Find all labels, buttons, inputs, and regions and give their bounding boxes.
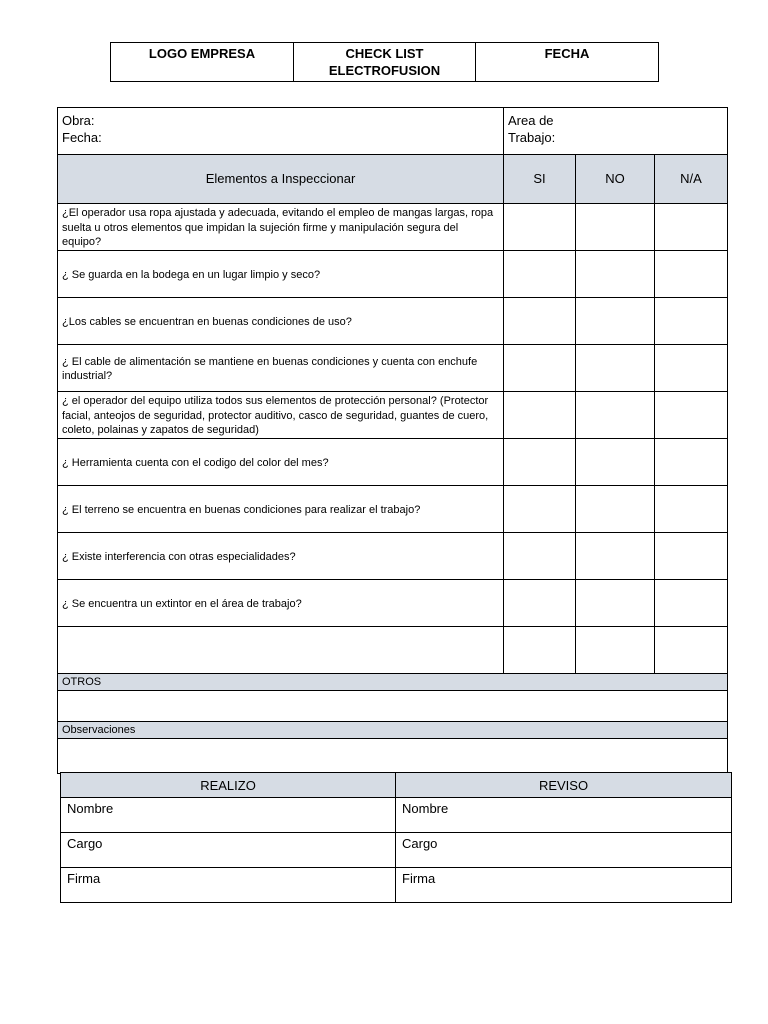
question-row [58, 204, 728, 251]
no-checkbox-cell[interactable] [576, 533, 655, 580]
question-text: ¿ Se guarda en la bodega en un lugar limpio y seco? [58, 251, 504, 298]
si-checkbox-cell[interactable] [504, 533, 576, 580]
observaciones-row [58, 739, 728, 774]
question-text: ¿ El cable de alimentación se mantiene en buenas condiciones y cuenta con enchufe industrial? [58, 345, 504, 392]
realizo-firma-field[interactable] [61, 868, 396, 903]
no-checkbox-cell[interactable] [576, 486, 655, 533]
question-text: ¿El operador usa ropa ajustada y adecuada, evitando el empleo de mangas largas, ropa suelta u otros elementos que impidan la sujeción firme y manipulación segura del equipo? [58, 204, 504, 251]
firma-label: Firma [402, 871, 436, 886]
no-checkbox-cell[interactable] [576, 251, 655, 298]
area-label-line1: Area de [508, 113, 554, 128]
si-checkbox-cell[interactable] [504, 298, 576, 345]
na-checkbox-cell[interactable] [655, 439, 728, 486]
observaciones-header-row [58, 722, 728, 739]
cargo-row [61, 833, 732, 868]
question-row [58, 251, 728, 298]
si-checkbox-cell[interactable] [504, 580, 576, 627]
nombre-label: Nombre [67, 801, 114, 816]
title-cell [294, 43, 476, 82]
otros-row [58, 691, 728, 722]
na-header: N/A [655, 155, 728, 204]
na-checkbox-cell[interactable] [655, 298, 728, 345]
otros-field[interactable] [58, 691, 728, 722]
obra-label: Obra: [62, 113, 95, 128]
question-row [58, 298, 728, 345]
si-checkbox-cell[interactable] [504, 392, 576, 439]
question-row [58, 439, 728, 486]
no-checkbox-cell[interactable] [576, 580, 655, 627]
checklist-table [57, 107, 728, 774]
reviso-header: REVISO [396, 773, 732, 798]
column-header-row [58, 155, 728, 204]
realizo-cargo-field[interactable] [61, 833, 396, 868]
logo-label: LOGO EMPRESA [148, 46, 256, 61]
question-row-empty [58, 627, 728, 674]
nombre-row [61, 798, 732, 833]
si-checkbox-cell[interactable] [504, 627, 576, 674]
si-checkbox-cell[interactable] [504, 486, 576, 533]
reviso-cargo-field[interactable] [396, 833, 732, 868]
realizo-nombre-field[interactable] [61, 798, 396, 833]
question-text: ¿Los cables se encuentran en buenas condiciones de uso? [58, 298, 504, 345]
na-checkbox-cell[interactable] [655, 627, 728, 674]
empty-question-cell[interactable] [58, 627, 504, 674]
na-checkbox-cell[interactable] [655, 345, 728, 392]
logo-cell [111, 43, 294, 82]
na-checkbox-cell[interactable] [655, 204, 728, 251]
question-row [58, 345, 728, 392]
no-checkbox-cell[interactable] [576, 627, 655, 674]
reviso-firma-field[interactable] [396, 868, 732, 903]
realizo-header: REALIZO [61, 773, 396, 798]
no-checkbox-cell[interactable] [576, 204, 655, 251]
question-text: ¿ El terreno se encuentra en buenas condiciones para realizar el trabajo? [58, 486, 504, 533]
question-text: ¿ Se encuentra un extintor en el área de trabajo? [58, 580, 504, 627]
title-line2: ELECTROFUSION [328, 63, 441, 78]
area-trabajo-cell[interactable] [504, 108, 728, 155]
nombre-label: Nombre [402, 801, 449, 816]
firma-label: Firma [67, 871, 101, 886]
no-checkbox-cell[interactable] [576, 345, 655, 392]
no-header: NO [576, 155, 655, 204]
question-row [58, 533, 728, 580]
signoff-header-row [61, 773, 732, 798]
reviso-nombre-field[interactable] [396, 798, 732, 833]
si-header: SI [504, 155, 576, 204]
no-checkbox-cell[interactable] [576, 392, 655, 439]
na-checkbox-cell[interactable] [655, 251, 728, 298]
si-checkbox-cell[interactable] [504, 345, 576, 392]
question-row [58, 580, 728, 627]
info-row [58, 108, 728, 155]
fecha-label: Fecha: [62, 130, 102, 145]
na-checkbox-cell[interactable] [655, 533, 728, 580]
firma-row [61, 868, 732, 903]
date-label: FECHA [544, 46, 590, 61]
no-checkbox-cell[interactable] [576, 439, 655, 486]
na-checkbox-cell[interactable] [655, 392, 728, 439]
na-checkbox-cell[interactable] [655, 580, 728, 627]
question-text: ¿ Existe interferencia con otras especialidades? [58, 533, 504, 580]
si-checkbox-cell[interactable] [504, 204, 576, 251]
area-label-line2: Trabajo: [508, 130, 556, 145]
si-checkbox-cell[interactable] [504, 439, 576, 486]
cargo-label: Cargo [402, 836, 438, 851]
question-row [58, 392, 728, 439]
signoff-table [60, 772, 732, 903]
title-line1: CHECK LIST [345, 46, 424, 61]
elements-header: Elementos a Inspeccionar [58, 155, 504, 204]
otros-label: OTROS [58, 674, 728, 691]
date-cell [476, 43, 659, 82]
observaciones-label: Observaciones [58, 722, 728, 739]
question-text: ¿ Herramienta cuenta con el codigo del color del mes? [58, 439, 504, 486]
obra-fecha-cell[interactable] [58, 108, 504, 155]
observaciones-field[interactable] [58, 739, 728, 774]
na-checkbox-cell[interactable] [655, 486, 728, 533]
no-checkbox-cell[interactable] [576, 298, 655, 345]
si-checkbox-cell[interactable] [504, 251, 576, 298]
cargo-label: Cargo [67, 836, 103, 851]
header-table [110, 42, 659, 82]
question-text: ¿ el operador del equipo utiliza todos sus elementos de protección personal? (Protector facial, anteojos de seguridad, protector auditivo, casco de seguridad, guantes de cuero, coleto, polainas y zapatos de seguridad) [58, 392, 504, 439]
question-row [58, 486, 728, 533]
otros-header-row [58, 674, 728, 691]
